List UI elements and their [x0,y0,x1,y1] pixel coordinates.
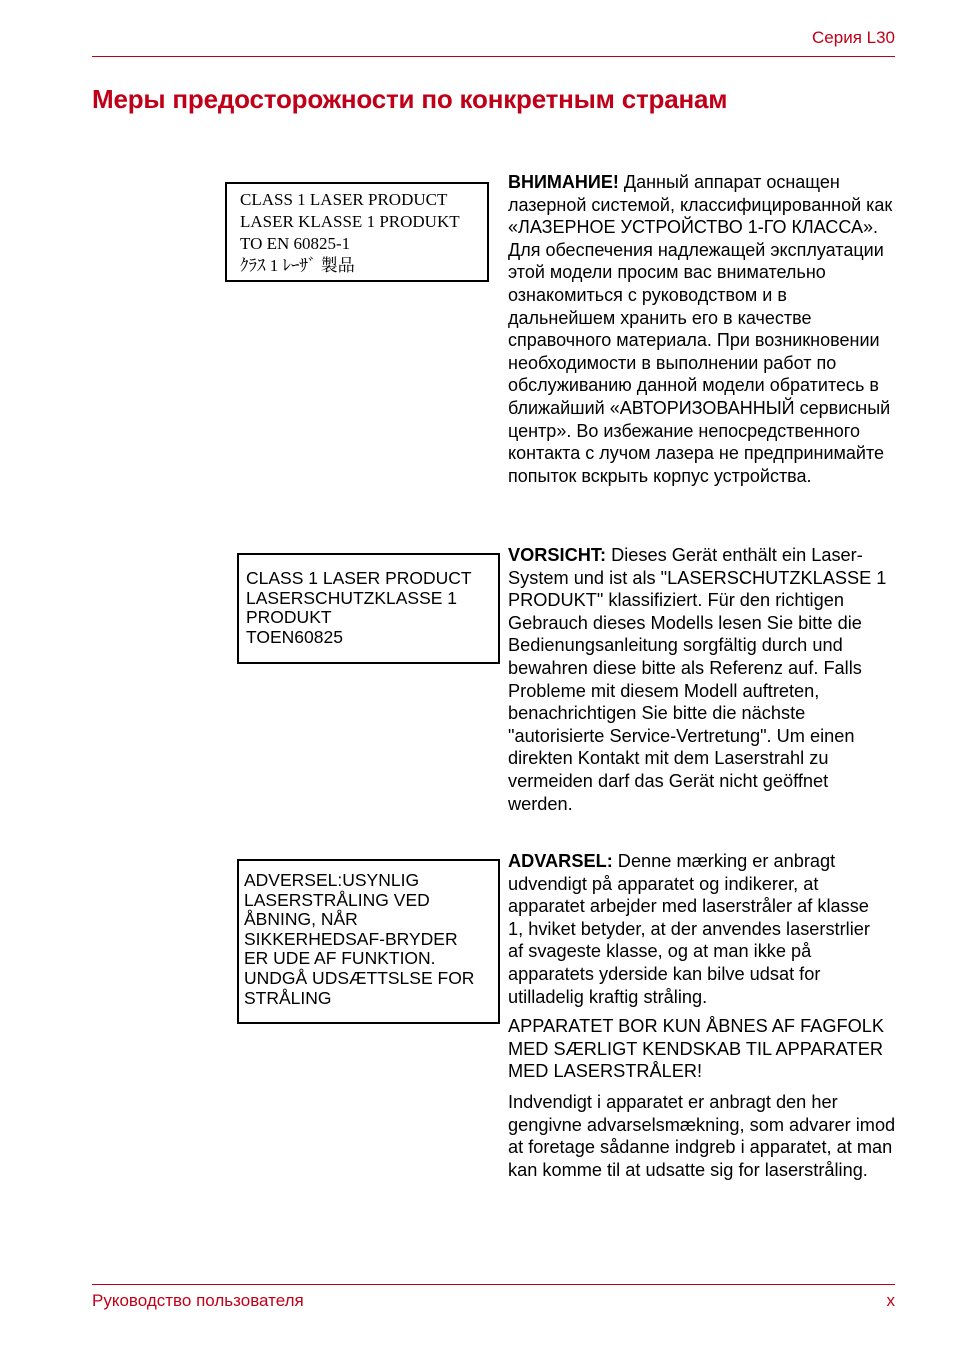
label-line: PRODUKT [246,607,332,628]
warning-de [508,544,888,815]
label-line: STRÅLING [244,987,332,1008]
label-line: ER UDE AF FUNKTION. [244,948,436,969]
warning-ru [508,171,894,487]
laser-label-dk [237,859,500,1024]
footer-doc-title: Руководство пользователя [92,1291,304,1310]
label-line: ADVERSEL:USYNLIG [244,870,420,890]
warning-ru-heading: ВНИМАНИЕ! [508,172,619,192]
warning-dk-p3: Indvendigt i apparatet er anbragt den her gengivne advarselsmækning, som advarer imod at foretage sådanne indgreb i apparatet, at man kan komme til at udsatte sig for laserstråling. [508,1092,896,1180]
label-line: UNDGÅ UDSÆTTSLSE FOR [244,967,475,988]
label-line: LASERSTRÅLING VED [244,889,430,910]
warning-dk-heading: ADVARSEL: [508,851,613,871]
label-line: ÅBNING, NÅR [244,909,358,930]
label-line: CLASS 1 LASER PRODUCT [240,190,448,209]
label-line: TO EN 60825-1 [240,234,351,253]
header-rule [92,56,895,57]
warning-dk-text: Denne mærking er anbragt udvendigt på apparatet og indikerer, at apparatet arbejder med laserstråler af klasse 1, hviket betyder, at der anvendes laserstrlier af svageste klasse, og at man ikke på apparatets yderside kan bilve udsat for utilladelig kraftig stråling. [508,851,870,1007]
label-line: CLASS 1 LASER PRODUCT [246,568,472,588]
laser-label-jp [225,182,489,282]
footer-rule [92,1284,895,1285]
label-line: LASERSCHUTZKLASSE 1 [246,587,458,608]
warning-dk-p2: APPARATET BOR KUN ÅBNES AF FAGFOLK MED SÆRLIGT KENDSKAB TIL APPARATER MED LASERSTRÅLER! [508,1016,884,1082]
header-series: Серия L30 [812,28,895,47]
warning-de-heading: VORSICHT: [508,545,607,565]
footer-page-number: x [886,1291,895,1310]
page-title: Меры предосторожности по конкретным странам [92,84,728,114]
label-line: ｸﾗｽ 1 ﾚｰｻﾞ 製品 [240,256,355,275]
label-line: SIKKERHEDSAF-BRYDER [244,928,458,949]
laser-label-de [237,553,500,664]
warning-de-text: Dieses Gerät enthält ein Laser-System und ist als "LASERSCHUTZKLASSE 1 PRODUKT" klassifiziert. Für den richtigen Gebrauch dieses Modells lesen Sie bitte die Bedienungsanleitung sorgfältig durch und bewahren diese bitte als Referenz auf. Falls Probleme mit diesem Modell auftreten, benachrichtigen Sie bitte die nächste "autorisierte Service-Vertretung". Um einen direkten Kontakt mit dem Laserstrahl zu vermeiden darf das Gerät nicht geöffnet werden. [508,545,887,814]
label-line: LASER KLASSE 1 PRODUKT [240,212,460,231]
warning-ru-text: Данный аппарат оснащен лазерной системой, классифицированной как «ЛАЗЕРНОЕ УСТРОЙСТВО 1-ГО КЛАССА». Для обеспечения надлежащей эксплуатации этой модели просим вас внимательно ознакомиться с руководством и в дальнейшем хранить его в качестве справочного материала. При возникновении необходимости в выполнении работ по обслуживанию данной модели обратитесь в ближайший «АВТОРИЗОВАННЫЙ сервисный центр». Во избежание непосредственного контакта с лучом лазера не предпринимайте попыток вскрыть корпус устройства. [508,172,893,486]
warning-dk [508,850,884,1008]
label-line: TOEN60825 [246,626,343,647]
